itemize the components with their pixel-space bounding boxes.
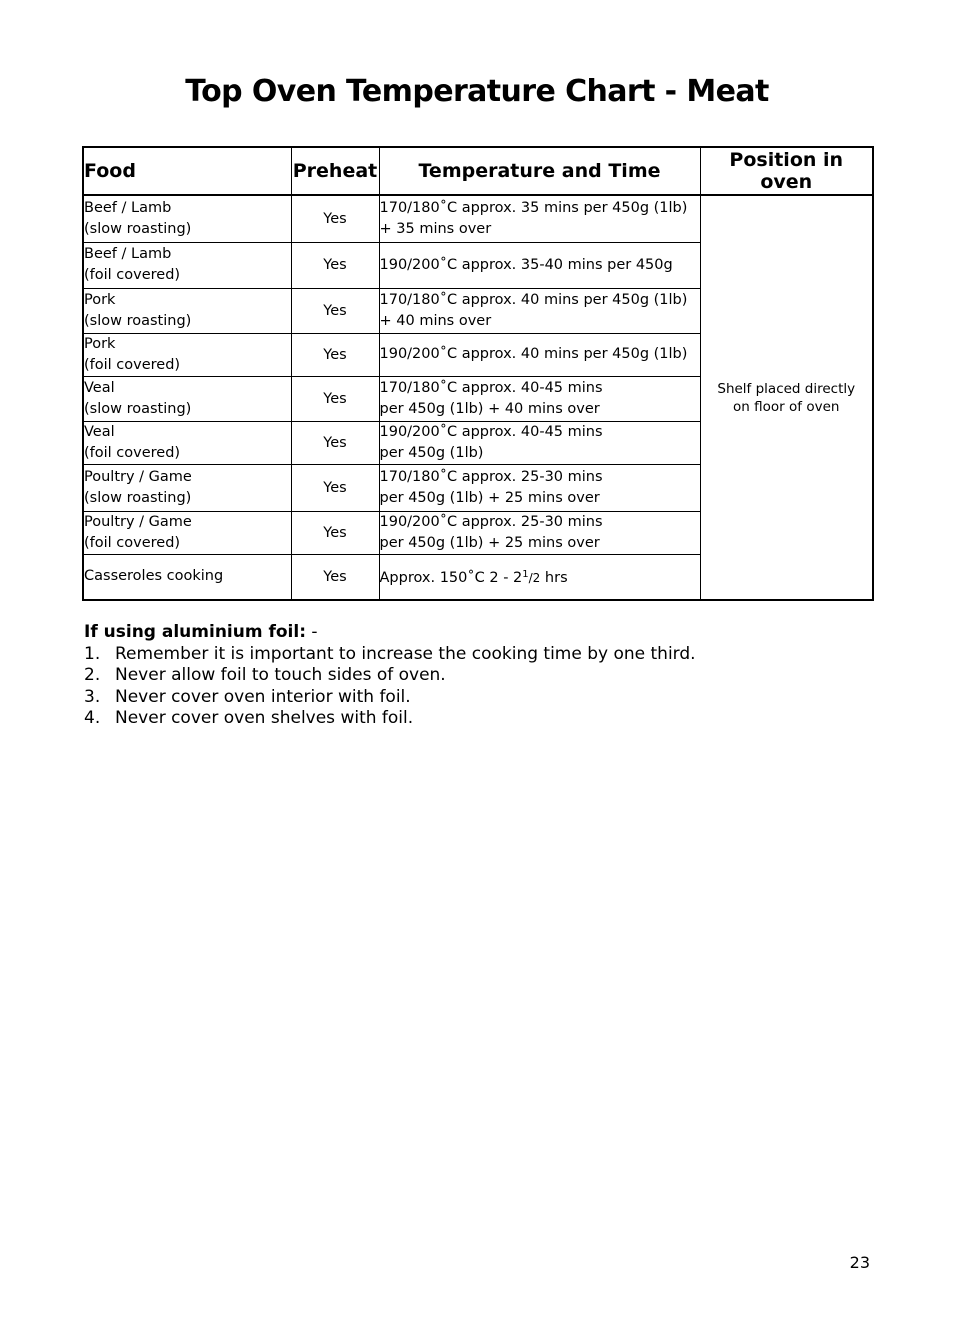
temperature-cell: [379, 511, 700, 554]
food-cell: [83, 376, 291, 421]
food-cell: [83, 464, 291, 511]
list-text: Never cover oven interior with foil.: [115, 686, 411, 707]
page-title: Top Oven Temperature Chart - Meat: [185, 74, 769, 109]
foil-heading: If using aluminium foil:: [84, 622, 307, 642]
food-method: (foil covered): [84, 444, 181, 461]
food-method: (slow roasting): [84, 312, 192, 329]
food-method: (slow roasting): [84, 489, 192, 506]
list-number: 1.: [84, 643, 101, 664]
food-cell: [83, 242, 291, 288]
foil-heading-line: [84, 622, 884, 644]
food-cell: [83, 288, 291, 333]
preheat-cell: Yes: [291, 288, 379, 333]
food-name: Pork: [84, 291, 116, 308]
food-name: Poultry / Game: [84, 513, 192, 530]
preheat-cell: Yes: [291, 421, 379, 464]
temperature-cell: [379, 333, 700, 376]
temperature-cell: [379, 195, 700, 242]
temperature-line: + 40 mins over: [379, 312, 492, 329]
list-item: [84, 708, 884, 730]
preheat-cell: Yes: [291, 333, 379, 376]
temperature-line: + 35 mins over: [379, 220, 492, 237]
temperature-cell: [379, 421, 700, 464]
preheat-cell: Yes: [291, 376, 379, 421]
table-row: [83, 195, 873, 242]
food-name: Veal: [84, 379, 115, 396]
temperature-cell: [379, 288, 700, 333]
header-preheat: Preheat: [291, 147, 379, 195]
temperature-cell: [379, 464, 700, 511]
temperature-line: per 450g (1lb) + 25 mins over: [379, 489, 600, 506]
food-name: Beef / Lamb: [84, 246, 172, 262]
temperature-line: 190/200˚C approx. 40 mins per 450g (1lb): [379, 346, 688, 362]
temperature-cell: [379, 242, 700, 288]
temperature-line: 170/180˚C approx. 25-30 mins: [379, 468, 603, 485]
temperature-line: per 450g (1lb) + 40 mins over: [379, 400, 600, 417]
food-method: (foil covered): [84, 534, 181, 551]
preheat-cell: Yes: [291, 242, 379, 288]
food-name: Casseroles cooking: [84, 568, 224, 585]
food-cell: [83, 554, 291, 600]
food-name: Pork: [84, 335, 116, 352]
food-name: Beef / Lamb: [84, 199, 172, 216]
list-text: Remember it is important to increase the cooking time by one third.: [115, 643, 696, 664]
list-number: 2.: [84, 665, 101, 685]
position-cell: [700, 195, 873, 600]
foil-instructions: [84, 622, 884, 730]
food-cell: [83, 333, 291, 376]
food-method: (slow roasting): [84, 220, 192, 237]
fraction-denominator: /2: [528, 571, 541, 586]
header-food: Food: [83, 147, 291, 195]
preheat-cell: Yes: [291, 554, 379, 600]
food-method: (foil covered): [84, 267, 181, 283]
fraction-numerator: 1: [522, 569, 529, 581]
food-cell: [83, 195, 291, 242]
list-text: Never allow foil to touch sides of oven.: [115, 665, 446, 685]
foil-list: [84, 644, 884, 730]
temperature-text-suffix: hrs: [540, 570, 568, 587]
temperature-line: 170/180˚C approx. 40 mins per 450g (1lb): [379, 291, 688, 308]
food-cell: [83, 511, 291, 554]
preheat-cell: Yes: [291, 195, 379, 242]
header-position-in-oven: Position in oven: [700, 147, 873, 195]
position-line: on floor of oven: [733, 398, 840, 415]
temperature-line: 170/180˚C approx. 35 mins per 450g (1lb): [379, 199, 688, 216]
table-header-row: [83, 147, 873, 195]
list-item: [84, 687, 884, 709]
temperature-line: 170/180˚C approx. 40-45 mins: [379, 379, 603, 396]
list-number: 4.: [84, 708, 101, 728]
list-item: [84, 665, 884, 687]
temperature-line: 190/200˚C approx. 40-45 mins: [379, 423, 603, 440]
position-line: Shelf placed directly: [717, 380, 856, 397]
header-temperature-and-time: Temperature and Time: [379, 147, 700, 195]
temperature-chart-table: [82, 146, 874, 601]
temperature-line: per 450g (1lb) + 25 mins over: [379, 534, 600, 551]
temperature-cell: [379, 376, 700, 421]
temperature-line: 190/200˚C approx. 35-40 mins per 450g: [379, 256, 673, 273]
temperature-line: per 450g (1lb): [379, 444, 484, 461]
list-number: 3.: [84, 686, 101, 707]
page-number: 23: [849, 1253, 870, 1272]
food-method: (slow roasting): [84, 400, 192, 417]
food-name: Veal: [84, 423, 115, 440]
preheat-cell: Yes: [291, 464, 379, 511]
preheat-cell: Yes: [291, 511, 379, 554]
temperature-cell: [379, 554, 700, 600]
food-name: Poultry / Game: [84, 468, 192, 485]
list-item: [84, 644, 884, 666]
list-text: Never cover oven shelves with foil.: [115, 708, 414, 728]
food-cell: [83, 421, 291, 464]
foil-heading-suffix: -: [306, 622, 318, 642]
temperature-line: 190/200˚C approx. 25-30 mins: [379, 513, 603, 530]
temperature-text: Approx. 150˚C 2 - 2: [379, 570, 523, 587]
food-method: (foil covered): [84, 356, 181, 373]
